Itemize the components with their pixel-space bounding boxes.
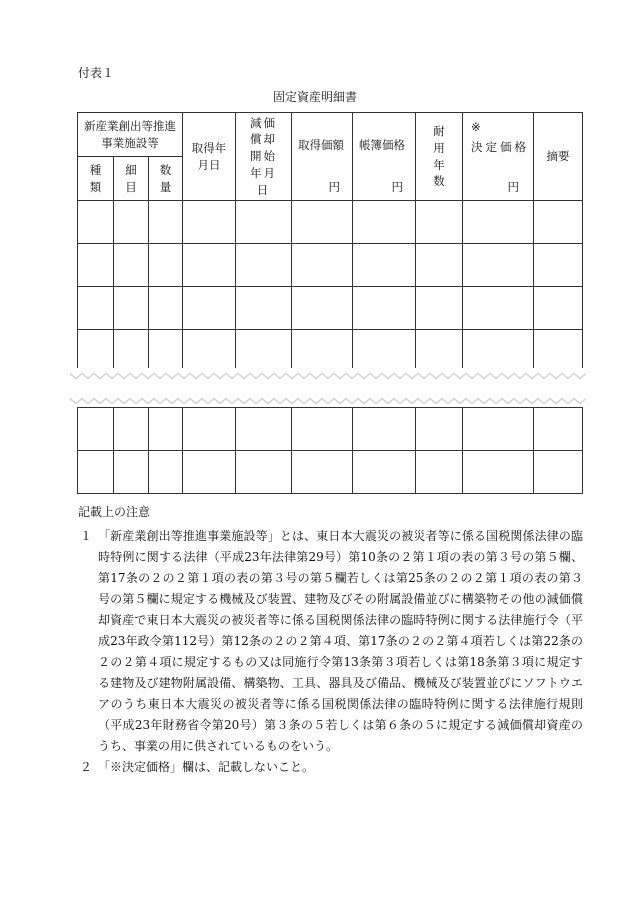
- form-title: 固定資産明細書: [272, 90, 357, 104]
- notes-heading: 記載上の注意: [78, 505, 151, 519]
- book-value-unit: 円: [391, 180, 404, 195]
- acquisition-price-cell: [292, 113, 353, 201]
- table-cell: [292, 244, 353, 287]
- table-cell: [114, 201, 149, 244]
- table-cell: [149, 330, 183, 373]
- notes-section: [78, 503, 583, 778]
- table-cell: [463, 287, 534, 330]
- table-cell: [114, 408, 149, 451]
- acquisition-price-unit: 円: [328, 180, 341, 195]
- table-cell: [416, 201, 463, 244]
- fixed-asset-table-continued: [77, 407, 583, 494]
- note-text: 「※決定価格」欄は、記載しないこと。: [98, 760, 315, 774]
- table-cell: [183, 244, 236, 287]
- fixed-asset-table: [77, 112, 583, 373]
- omission-break: [70, 368, 590, 408]
- table-cell: [149, 244, 183, 287]
- table-cell: [463, 330, 534, 373]
- table-cell: [353, 201, 416, 244]
- note-number: １: [80, 529, 93, 543]
- table-cell: [534, 330, 583, 373]
- table-cell: [114, 244, 149, 287]
- sub-header-type: 種類: [78, 157, 114, 201]
- table-row: [78, 244, 583, 287]
- table-cell: [183, 201, 236, 244]
- form-label: 付表１: [78, 66, 115, 80]
- decision-price-unit: 円: [507, 180, 520, 195]
- table-cell: [353, 408, 416, 451]
- table-cell: [236, 201, 292, 244]
- table-cell: [236, 244, 292, 287]
- table-row: [78, 287, 583, 330]
- table-cell: [78, 451, 114, 494]
- table-cell: [114, 330, 149, 373]
- table-cell: [463, 451, 534, 494]
- sub-header-detail: 細目: [114, 157, 149, 201]
- table-row: [78, 330, 583, 373]
- table-cell: [78, 244, 114, 287]
- table-cell: [292, 287, 353, 330]
- table-cell: [78, 287, 114, 330]
- table-cell: [236, 451, 292, 494]
- table-cell: [292, 408, 353, 451]
- book-value-cell: [353, 113, 416, 201]
- table-row: [78, 408, 583, 451]
- table-cell: [534, 287, 583, 330]
- table-row: [78, 451, 583, 494]
- table-cell: [292, 451, 353, 494]
- table-cell: [416, 330, 463, 373]
- table-cell: [149, 451, 183, 494]
- note-item: [78, 757, 583, 778]
- table-cell: [416, 287, 463, 330]
- table-cell: [416, 408, 463, 451]
- decision-price-cell: [463, 113, 534, 201]
- table-cell: [149, 287, 183, 330]
- table-cell: [534, 408, 583, 451]
- facility-group-header: 新産業創出等推進事業施設等: [78, 113, 183, 157]
- sub-header-quantity: 数量: [149, 157, 183, 201]
- table-cell: [463, 244, 534, 287]
- table-cell: [353, 244, 416, 287]
- table-cell: [416, 451, 463, 494]
- table-cell: [463, 408, 534, 451]
- table-cell: [78, 408, 114, 451]
- table-cell: [78, 201, 114, 244]
- table-cell: [463, 201, 534, 244]
- table-cell: [114, 287, 149, 330]
- book-value-header: 帳簿価格: [359, 138, 406, 152]
- table-cell: [183, 451, 236, 494]
- table-cell: [183, 287, 236, 330]
- note-item: [78, 526, 583, 757]
- table-cell: [78, 330, 114, 373]
- decision-price-header: 決定価格: [471, 140, 530, 154]
- table-cell: [236, 330, 292, 373]
- table-cell: [353, 330, 416, 373]
- note-text: 「新産業創出等推進事業施設等」とは、東日本大震災の被災者等に係る国税関係法律の臨時特例に関する法律（平成23年法律第29号）第10条の２第１項の表の第３号の第５欄、第17条の２の２第１項の表の第３号の第５欄若しくは第25条の２の２第１項の表の第３号の第５欄に規定する機械及び装置、建物及びその附属設備並びに構築物その他の減価償却資産で東日本大震災の被災者等に係る国税関係法律の臨時特例に関する法律施行令（平成23年政令第112号）第12条の２の２第４項、第17条の２の２第４項若しくは第22条の２の２第４項に規定するもの又は同施行令第13条第３項若しくは第18条第３項に規定する建物及び建物附属設備、構築物、工具、器具及び備品、機械及び装置並びにソフトウエアのうち東日本大震災の被災者等に係る国税関係法律の臨時特例に関する法律施行規則（平成23年財務省令第20号）第３条の５若しくは第６条の５に規定する減価償却資産のうち、事業の用に供されているものをいう。: [98, 529, 583, 753]
- note-number: ２: [80, 760, 93, 774]
- remarks-header: 摘要: [534, 113, 583, 201]
- acquired-date-header: 取得年月日: [183, 113, 236, 201]
- table-cell: [416, 244, 463, 287]
- table-cell: [183, 408, 236, 451]
- depreciation-start-header: 減価償却開始年月日: [236, 113, 292, 201]
- table-cell: [353, 287, 416, 330]
- table-cell: [534, 451, 583, 494]
- table-row: [78, 201, 583, 244]
- table-cell: [292, 201, 353, 244]
- table-cell: [236, 408, 292, 451]
- useful-life-header: 耐用年数: [416, 113, 463, 201]
- decision-mark: ※: [471, 120, 481, 134]
- acquisition-price-header: 取得価額: [298, 138, 345, 152]
- table-cell: [149, 408, 183, 451]
- table-cell: [353, 451, 416, 494]
- table-cell: [183, 330, 236, 373]
- table-cell: [236, 287, 292, 330]
- table-cell: [534, 201, 583, 244]
- table-cell: [534, 244, 583, 287]
- table-cell: [292, 330, 353, 373]
- table-cell: [114, 451, 149, 494]
- table-cell: [149, 201, 183, 244]
